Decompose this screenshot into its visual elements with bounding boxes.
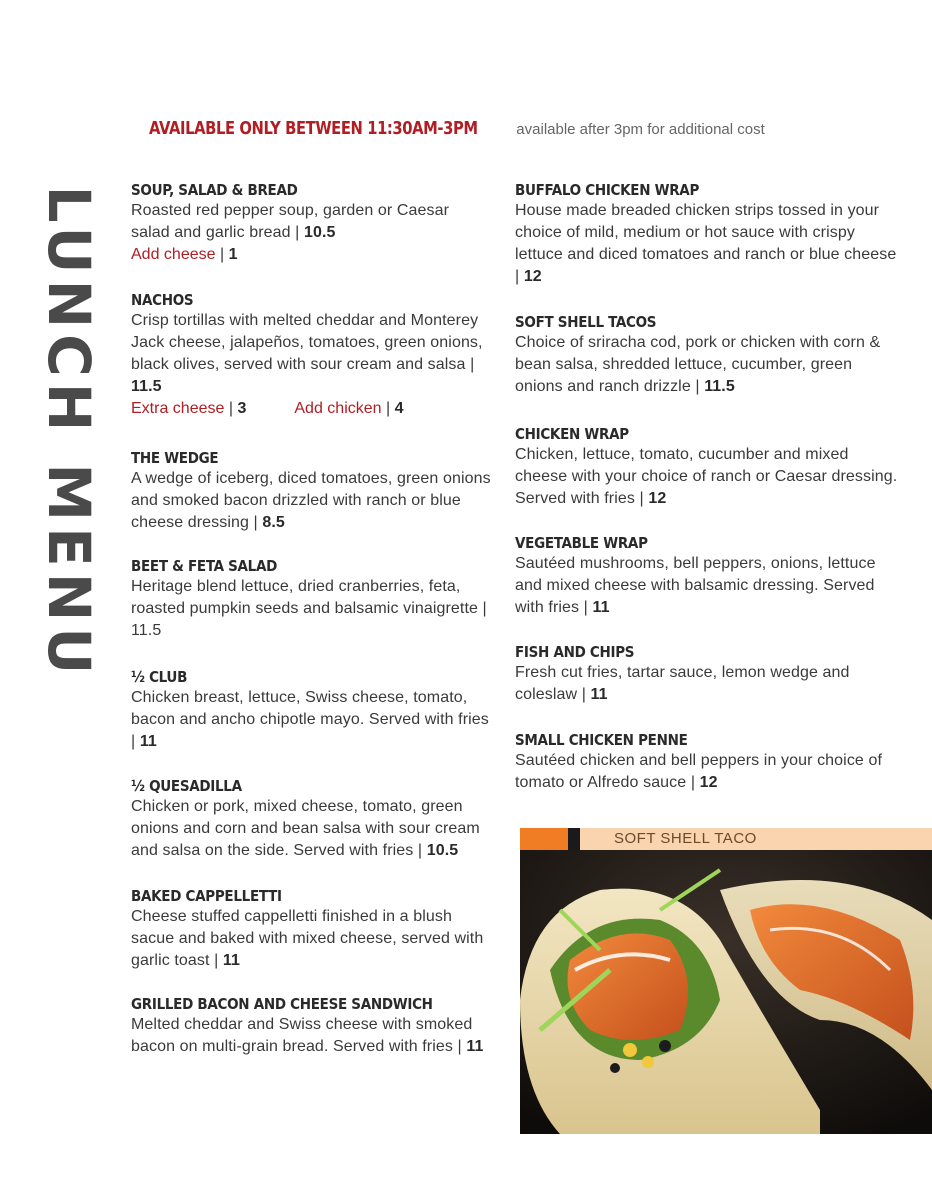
menu-item-name: SMALL CHICKEN PENNE: [515, 731, 688, 749]
menu-item-price: 8.5: [262, 514, 285, 531]
menu-item-desc: Fresh cut fries, tartar sauce, lemon wedge and coleslaw | 11: [515, 664, 850, 703]
availability-headline: AVAILABLE ONLY BETWEEN 11:30AM-3PM: [149, 118, 478, 139]
menu-item-name: BAKED CAPPELLETTI: [131, 887, 282, 905]
menu-item-name: VEGETABLE WRAP: [515, 534, 648, 552]
menu-item-name: ½ CLUB: [131, 668, 188, 686]
menu-item: [515, 180, 900, 288]
menu-item-desc: Chicken or pork, mixed cheese, tomato, green onions and corn and bean salsa with sour cream and salsa on the side. Served with fries | 10.5: [131, 798, 480, 859]
menu-item-price: 11.5: [131, 378, 162, 395]
menu-item-name: NACHOS: [131, 291, 194, 309]
menu-item: [131, 994, 491, 1058]
extra-price: 3: [237, 400, 247, 417]
menu-item-price: 11: [466, 1038, 484, 1055]
extra-price: 4: [394, 400, 404, 417]
menu-item-desc: House made breaded chicken strips tossed in your choice of mild, medium or hot sauce with crispy lettuce and diced tomatoes and ranch or blue cheese | 12: [515, 202, 897, 285]
menu-item: [131, 667, 491, 753]
menu-item-name: FISH AND CHIPS: [515, 643, 635, 661]
menu-item: [131, 556, 491, 642]
taco-illustration: [520, 850, 932, 1134]
menu-item-extras: Add cheese | 1: [131, 246, 238, 263]
menu-item-desc: A wedge of iceberg, diced tomatoes, green onions and smoked bacon drizzled with ranch or blue cheese dressing | 8.5: [131, 470, 491, 531]
extra-label: Extra cheese: [131, 400, 225, 417]
menu-item-price: 10.5: [304, 224, 336, 241]
menu-item-desc: Chicken breast, lettuce, Swiss cheese, tomato, bacon and ancho chipotle mayo. Served with fries | 11: [131, 689, 489, 750]
menu-item-name: BUFFALO CHICKEN WRAP: [515, 181, 700, 199]
menu-item-desc: Roasted red pepper soup, garden or Caesar salad and garlic bread | 10.5: [131, 202, 450, 241]
extra-price: 1: [228, 246, 238, 263]
menu-item: [515, 730, 900, 794]
menu-item-name: GRILLED BACON AND CHEESE SANDWICH: [131, 995, 433, 1013]
menu-item-name: CHICKEN WRAP: [515, 425, 629, 443]
menu-item-name: ½ QUESADILLA: [131, 777, 242, 795]
menu-item: [515, 424, 900, 510]
side-title-text: LUNCH MENU: [35, 185, 103, 681]
menu-item-desc: Sautéed mushrooms, bell peppers, onions, lettuce and mixed cheese with balsamic dressing. Served with fries | 11: [515, 555, 876, 616]
menu-item-desc: Heritage blend lettuce, dried cranberries, feta, roasted pumpkin seeds and balsamic vinaigrette | 11.5: [131, 578, 487, 639]
menu-item-name: THE WEDGE: [131, 449, 219, 467]
soft-shell-taco-photo: [520, 828, 932, 1134]
menu-item: [131, 290, 491, 420]
menu-item-price: 11: [592, 599, 610, 616]
side-title: [35, 185, 103, 681]
menu-item-price: 11: [139, 733, 157, 750]
photo-tab-accent: [520, 828, 568, 850]
menu-item-price: 11: [590, 686, 608, 703]
menu-item: [515, 642, 900, 706]
photo-caption: SOFT SHELL TACO: [580, 828, 932, 850]
menu-item-price: 12: [523, 268, 542, 285]
menu-item-desc: Chicken, lettuce, tomato, cucumber and mixed cheese with your choice of ranch or Caesar dressing. Served with fries | 12: [515, 446, 898, 507]
menu-item-price: 12: [699, 774, 718, 791]
extra-label: Add cheese: [131, 246, 216, 263]
menu-item: [131, 776, 491, 862]
menu-item: [515, 533, 900, 619]
menu-item-desc: Sautéed chicken and bell peppers in your choice of tomato or Alfredo sauce | 12: [515, 752, 883, 791]
menu-item-price: 12: [648, 490, 667, 507]
menu-item-desc: Cheese stuffed cappelletti finished in a blush sacue and baked with mixed cheese, served with garlic toast | 11: [131, 908, 484, 969]
menu-item-name: SOFT SHELL TACOS: [515, 313, 657, 331]
menu-item: [131, 886, 491, 972]
menu-item-desc: Melted cheddar and Swiss cheese with smoked bacon on multi-grain bread. Served with fries | 11: [131, 1016, 484, 1055]
menu-item-name: BEET & FETA SALAD: [131, 557, 278, 575]
menu-item-desc: Crisp tortillas with melted cheddar and Monterey Jack cheese, jalapeños, tomatoes, green onions, black olives, served with sour cream and salsa | 11.5: [131, 312, 483, 395]
menu-item: [131, 180, 491, 266]
menu-item-desc: Choice of sriracha cod, pork or chicken with corn & bean salsa, shredded lettuce, cucumber, green onions and ranch drizzle | 11.5: [515, 334, 881, 395]
extra-label: Add chicken: [294, 400, 382, 417]
availability-note: available after 3pm for additional cost: [516, 121, 765, 138]
availability-banner: [149, 118, 765, 139]
menu-item-price: 11.5: [704, 378, 735, 395]
menu-item-price: 10.5: [426, 842, 459, 859]
menu-item-name: SOUP, SALAD & BREAD: [131, 181, 298, 199]
menu-item: [515, 312, 900, 398]
menu-item-price: 11: [222, 952, 241, 969]
menu-item: [131, 448, 491, 534]
menu-item-extras: Extra cheese | 3 Add chicken | 4: [131, 400, 404, 417]
